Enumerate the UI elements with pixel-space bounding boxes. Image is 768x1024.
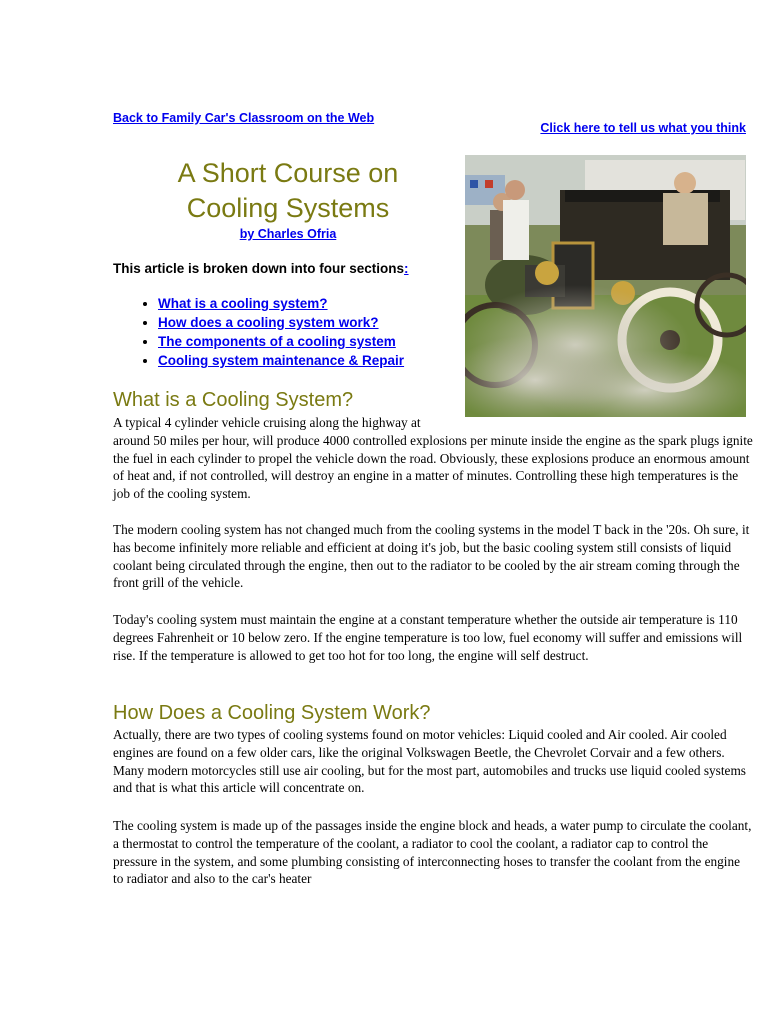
paragraph: The cooling system is made up of the passages inside the engine block and heads, a water pump to circulate the coolant, a thermostat to control the temperature of the coolant, a radiator to cool the coolant, a radiator cap to control the pressure in the system, and some plumbing consisting of interconnecting hoses to transfer the coolant from the engine to radiator and also to the car's heater — [113, 818, 752, 887]
paragraph: Today's cooling system must maintain the engine at a constant temperature whether the outside air temperature is 110 degrees Fahrenheit or 10 below zero. If the engine temperature is too low, fuel economy will suffer and emissions will rise. If the temperature is allowed to get too hot for too long, the engine will self destruct. — [113, 612, 743, 663]
back-to-classroom-link[interactable]: Back to Family Car's Classroom on the Web — [113, 111, 375, 125]
table-of-contents — [113, 294, 404, 370]
toc-link-how-works[interactable]: How does a cooling system work? — [158, 315, 379, 330]
toc-link-what-is[interactable]: What is a cooling system? — [158, 296, 328, 311]
section-heading-what-is: What is a Cooling System? — [113, 389, 354, 411]
toc-item — [158, 313, 404, 332]
intro-label: This article is broken down into four sections — [113, 261, 405, 276]
intro-colon-link[interactable]: : — [404, 261, 409, 276]
paragraph: The modern cooling system has not changed much from the cooling systems in the model T back in the '20s. Oh sure, it has become infinitely more reliable and efficient at doing it's job, but the basic cooling system still consists of liquid coolant being circulated through the engine, then out to the radiator to be cooled by the air stream coming through the front grill of the vehicle. — [113, 522, 750, 591]
author-link[interactable]: by Charles Ofria — [239, 227, 337, 241]
feedback-link[interactable]: Click here to tell us what you think — [540, 121, 746, 135]
page-title-line1: A Short Course on — [177, 158, 399, 188]
toc-link-components[interactable]: The components of a cooling system — [158, 334, 396, 349]
toc-item — [158, 294, 404, 313]
paragraph-first-line: A typical 4 cylinder vehicle cruising along the highway at — [113, 415, 421, 430]
model-t-photo — [465, 155, 746, 417]
paragraph — [113, 414, 753, 503]
toc-link-maintenance[interactable]: Cooling system maintenance & Repair — [158, 353, 405, 368]
paragraph: Actually, there are two types of cooling systems found on motor vehicles: Liquid cooled and Air cooled. Air cooled engines are found on a few older cars, like the original Volkswagen Beetle, the Chevrolet Corvair and a few others. Many modern motorcycles still use air cooling, but for the most part, automobiles and trucks use liquid cooled systems and that is what this article will concentrate on. — [113, 727, 746, 796]
intro-text — [113, 261, 409, 276]
toc-item — [158, 351, 404, 370]
paragraph-rest: around 50 miles per hour, will produce 4000 controlled explosions per minute inside the engine as the spark plugs ignite the fuel in each cylinder to propel the vehicle down the road. Obviously, these explosions produce an enormous amount of heat and, if not controlled, will destroy an engine in a matter of minutes. Controlling these high temperatures is the job of the cooling system. — [113, 432, 753, 502]
section-heading-how-works: How Does a Cooling System Work? — [113, 702, 431, 724]
page-title — [113, 156, 463, 226]
page-title-line2: Cooling Systems — [186, 193, 390, 223]
toc-item — [158, 332, 404, 351]
